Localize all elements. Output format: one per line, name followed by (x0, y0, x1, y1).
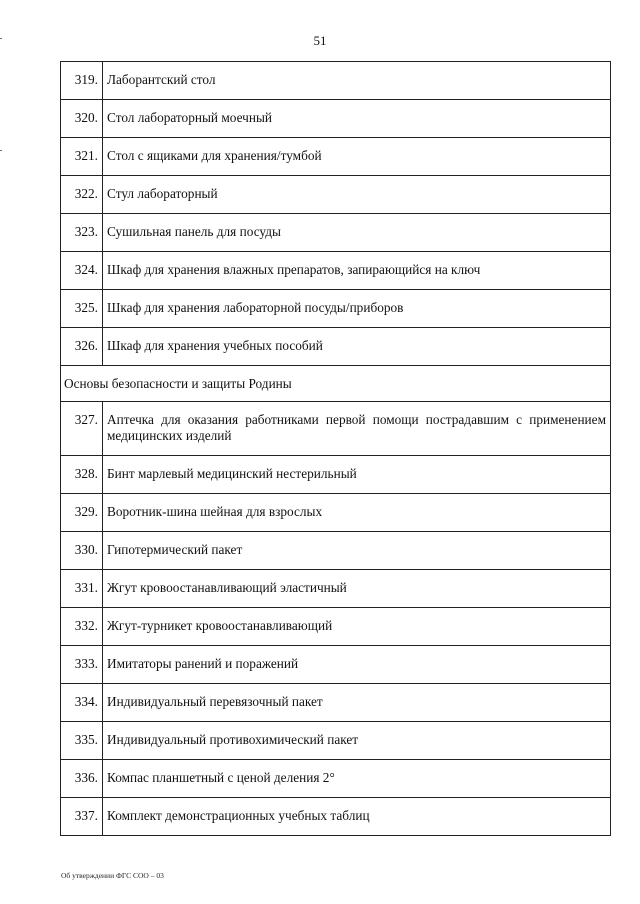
table-row (61, 608, 611, 646)
row-name: Имитаторы ранений и поражений (103, 646, 611, 684)
table-row (61, 62, 611, 100)
row-name: Шкаф для хранения лабораторной посуды/приборов (103, 290, 611, 328)
table-row (61, 456, 611, 494)
row-number: 330. (61, 532, 103, 570)
row-name: Стол с ящиками для хранения/тумбой (103, 138, 611, 176)
row-number: 326. (61, 328, 103, 366)
row-number: 324. (61, 252, 103, 290)
row-name: Стол лабораторный моечный (103, 100, 611, 138)
row-name: Сушильная панель для посуды (103, 214, 611, 252)
row-name: Компас планшетный с ценой деления 2° (103, 760, 611, 798)
table-row (61, 684, 611, 722)
row-name: Жгут-турникет кровоостанавливающий (103, 608, 611, 646)
scan-margin-mark (0, 150, 2, 151)
row-number: 321. (61, 138, 103, 176)
row-number: 323. (61, 214, 103, 252)
row-number: 331. (61, 570, 103, 608)
table-row (61, 252, 611, 290)
row-number: 322. (61, 176, 103, 214)
table-row (61, 176, 611, 214)
row-name: Индивидуальный перевязочный пакет (103, 684, 611, 722)
row-number: 335. (61, 722, 103, 760)
table-row (61, 138, 611, 176)
table-row (61, 798, 611, 836)
table-row (61, 570, 611, 608)
row-name: Индивидуальный противохимический пакет (103, 722, 611, 760)
scan-margin-mark (0, 38, 2, 39)
row-name: Жгут кровоостанавливающий эластичный (103, 570, 611, 608)
row-number: 328. (61, 456, 103, 494)
row-number: 337. (61, 798, 103, 836)
row-number: 325. (61, 290, 103, 328)
table-row (61, 328, 611, 366)
row-name: Комплект демонстрационных учебных таблиц (103, 798, 611, 836)
table-row (61, 760, 611, 798)
row-number: 334. (61, 684, 103, 722)
footer-note: Об утверждении ФГС СОО – 03 (61, 871, 164, 880)
row-name: Бинт марлевый медицинский нестерильный (103, 456, 611, 494)
row-name: Гипотермический пакет (103, 532, 611, 570)
row-number: 332. (61, 608, 103, 646)
row-number: 327. (61, 402, 103, 456)
table-row (61, 214, 611, 252)
row-number: 336. (61, 760, 103, 798)
table-row (61, 290, 611, 328)
row-name: Аптечка для оказания работниками первой помощи пострадавшим с применением медицинских изделий (103, 402, 611, 456)
table-row (61, 100, 611, 138)
row-number: 333. (61, 646, 103, 684)
row-name: Шкаф для хранения учебных пособий (103, 328, 611, 366)
section-heading: Основы безопасности и защиты Родины (61, 366, 611, 402)
equipment-table (60, 61, 611, 836)
table-row (61, 722, 611, 760)
table-row (61, 532, 611, 570)
row-number: 320. (61, 100, 103, 138)
page-number: 51 (313, 33, 327, 48)
row-number: 319. (61, 62, 103, 100)
row-name: Шкаф для хранения влажных препаратов, запирающийся на ключ (103, 252, 611, 290)
row-name: Стул лабораторный (103, 176, 611, 214)
table-row (61, 402, 611, 456)
row-name: Воротник-шина шейная для взрослых (103, 494, 611, 532)
row-number: 329. (61, 494, 103, 532)
section-row (61, 366, 611, 402)
table-row (61, 494, 611, 532)
table-row (61, 646, 611, 684)
row-name: Лаборантский стол (103, 62, 611, 100)
